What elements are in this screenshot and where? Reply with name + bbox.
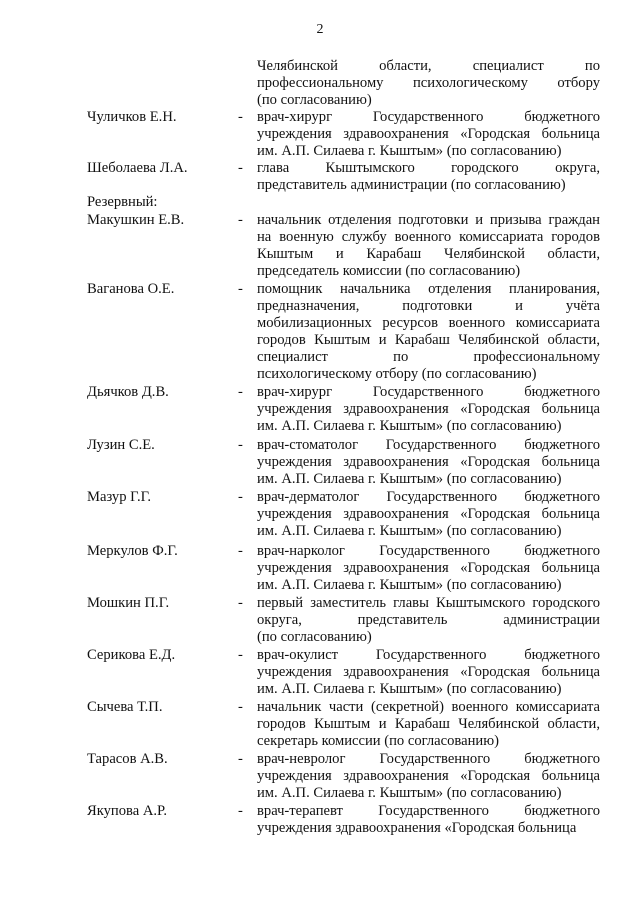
role-line: учреждения здравоохранения «Городская больница <box>257 820 577 836</box>
role-line: врач-терапевт Государственного бюджетного <box>257 803 600 819</box>
member-name: Серикова Е.Д. <box>87 647 176 663</box>
role-line: профессиональному психологическому отбору <box>257 75 600 91</box>
member-name: Сычева Т.П. <box>87 699 163 715</box>
member-name: Лузин С.Е. <box>87 437 155 453</box>
member-role <box>257 543 600 594</box>
role-line: учреждения здравоохранения «Городская больница <box>257 126 600 142</box>
member-role <box>257 160 600 194</box>
role-line: врач-хирург Государственного бюджетного <box>257 384 600 400</box>
role-line: городов Кыштым и Карабаш Челябинской области, <box>257 332 600 348</box>
member-name: Чуличков Е.Н. <box>87 109 177 125</box>
role-line: учреждения здравоохранения «Городская больница <box>257 506 600 522</box>
role-line: врач-стоматолог Государственного бюджетного <box>257 437 600 453</box>
member-role <box>257 109 600 160</box>
role-line: мобилизационных ресурсов военного комиссариата <box>257 315 600 331</box>
role-line: помощник начальника отделения планирования, <box>257 281 600 297</box>
role-line: округа, представитель администрации <box>257 612 600 628</box>
member-name: Мошкин П.Г. <box>87 595 170 611</box>
role-line: секретарь комиссии (по согласованию) <box>257 733 499 749</box>
role-line: учреждения здравоохранения «Городская больница <box>257 664 600 680</box>
role-line: им. А.П. Силаева г. Кыштым» (по согласованию) <box>257 143 562 159</box>
dash-separator: - <box>238 160 243 176</box>
member-name: Меркулов Ф.Г. <box>87 543 178 559</box>
page-number: 2 <box>316 22 324 37</box>
dash-separator: - <box>238 212 243 228</box>
role-line: учреждения здравоохранения «Городская больница <box>257 560 600 576</box>
role-line: начальник отделения подготовки и призыва граждан <box>257 212 600 228</box>
role-line: первый заместитель главы Кыштымского городского <box>257 595 600 611</box>
member-role <box>257 751 600 802</box>
role-line: начальник части (секретной) военного комиссариата <box>257 699 600 715</box>
member-role <box>257 489 600 540</box>
role-line: им. А.П. Силаева г. Кыштым» (по согласованию) <box>257 523 562 539</box>
role-line: врач-нарколог Государственного бюджетного <box>257 543 600 559</box>
role-line: учреждения здравоохранения «Городская больница <box>257 401 600 417</box>
member-role <box>257 58 600 109</box>
role-line: городов Кыштым и Карабаш Челябинской области, <box>257 716 600 732</box>
role-line: им. А.П. Силаева г. Кыштым» (по согласованию) <box>257 681 562 697</box>
role-line: Кыштым и Карабаш Челябинской области, <box>257 246 600 262</box>
dash-separator: - <box>238 751 243 767</box>
role-line: врач-невролог Государственного бюджетного <box>257 751 600 767</box>
dash-separator: - <box>238 699 243 715</box>
member-role <box>257 647 600 698</box>
role-line: психологическому отбору (по согласованию) <box>257 366 537 382</box>
role-line: врач-хирург Государственного бюджетного <box>257 109 600 125</box>
member-role <box>257 281 600 383</box>
role-line: учреждения здравоохранения «Городская больница <box>257 768 600 784</box>
role-line: (по согласованию) <box>257 629 372 645</box>
member-name: Тарасов А.В. <box>87 751 168 767</box>
member-name: Мазур Г.Г. <box>87 489 152 505</box>
role-line: специалист по профессиональному <box>257 349 600 365</box>
member-role <box>257 384 600 435</box>
dash-separator: - <box>238 543 243 559</box>
dash-separator: - <box>238 281 243 297</box>
role-line: учреждения здравоохранения «Городская больница <box>257 454 600 470</box>
role-line: представитель администрации (по согласованию) <box>257 177 566 193</box>
role-line: (по согласованию) <box>257 92 372 108</box>
member-role <box>257 595 600 646</box>
member-name: Ваганова О.Е. <box>87 281 175 297</box>
role-line: предназначения, подготовки и учёта <box>257 298 600 314</box>
dash-separator: - <box>238 109 243 125</box>
role-line: Челябинской области, специалист по <box>257 58 600 74</box>
role-line: председатель комиссии (по согласованию) <box>257 263 521 279</box>
role-line: им. А.П. Силаева г. Кыштым» (по согласованию) <box>257 418 562 434</box>
member-name: Дьячков Д.В. <box>87 384 169 400</box>
reserve-label: Резервный: <box>87 194 158 210</box>
role-line: им. А.П. Силаева г. Кыштым» (по согласованию) <box>257 471 562 487</box>
role-line: им. А.П. Силаева г. Кыштым» (по согласованию) <box>257 577 562 593</box>
dash-separator: - <box>238 803 243 819</box>
member-name: Якупова А.Р. <box>87 803 167 819</box>
member-name: Макушкин Е.В. <box>87 212 185 228</box>
member-role <box>257 437 600 488</box>
member-name: Шеболаева Л.А. <box>87 160 188 176</box>
role-line: им. А.П. Силаева г. Кыштым» (по согласованию) <box>257 785 562 801</box>
dash-separator: - <box>238 384 243 400</box>
member-role <box>257 699 600 750</box>
member-role <box>257 212 600 280</box>
role-line: врач-окулист Государственного бюджетного <box>257 647 600 663</box>
dash-separator: - <box>238 595 243 611</box>
role-line: глава Кыштымского городского округа, <box>257 160 600 176</box>
role-line: врач-дерматолог Государственного бюджетного <box>257 489 600 505</box>
dash-separator: - <box>238 489 243 505</box>
dash-separator: - <box>238 437 243 453</box>
role-line: на военную службу военного комиссариата городов <box>257 229 600 245</box>
dash-separator: - <box>238 647 243 663</box>
member-role <box>257 803 600 837</box>
